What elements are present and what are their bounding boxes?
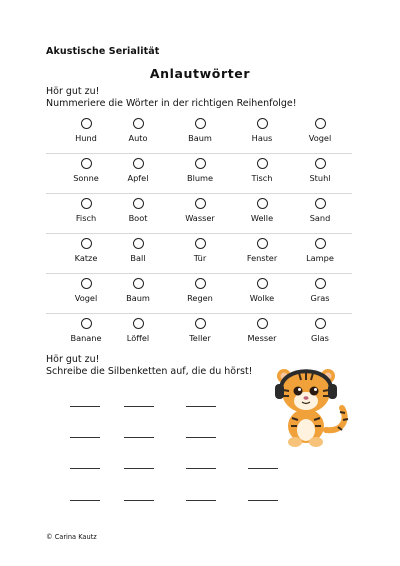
word-item [290, 318, 350, 343]
number-circle[interactable] [257, 318, 268, 329]
word-label: Teller [189, 333, 211, 343]
word-label: Welle [250, 213, 274, 223]
word-item [290, 278, 350, 303]
answer-line[interactable] [124, 468, 154, 469]
word-label: Blume [186, 173, 214, 183]
answer-line[interactable] [186, 406, 216, 407]
number-circle[interactable] [81, 158, 92, 169]
word-item [170, 238, 230, 263]
word-item [108, 198, 168, 223]
word-label: Hund [75, 133, 97, 143]
word-item [170, 158, 230, 183]
word-label: Auto [128, 133, 148, 143]
word-label: Löffel [126, 333, 150, 343]
number-circle[interactable] [315, 318, 326, 329]
number-circle[interactable] [133, 118, 144, 129]
number-circle[interactable] [257, 158, 268, 169]
tiger-illustration [268, 360, 352, 448]
word-item [108, 118, 168, 143]
word-grid [46, 114, 352, 353]
word-label: Wasser [185, 213, 215, 223]
word-item [56, 198, 116, 223]
worksheet-topic: Akustische Serialität [46, 46, 160, 57]
word-label: Fenster [246, 253, 278, 263]
instruction-line: Hör gut zu! [46, 354, 100, 365]
answer-line[interactable] [124, 437, 154, 438]
word-item [232, 278, 292, 303]
word-label: Vogel [74, 293, 98, 303]
word-item [232, 198, 292, 223]
word-item [56, 278, 116, 303]
number-circle[interactable] [315, 158, 326, 169]
number-circle[interactable] [315, 238, 326, 249]
copyright-notice: © Carina Kautz [46, 533, 97, 541]
instruction-line: Schreibe die Silbenketten auf, die du hörst! [46, 366, 253, 377]
word-label: Haus [251, 133, 273, 143]
word-label: Apfel [127, 173, 149, 183]
word-label: Katze [74, 253, 98, 263]
number-circle[interactable] [81, 198, 92, 209]
number-circle[interactable] [195, 278, 206, 289]
word-item [290, 198, 350, 223]
word-label: Tisch [251, 173, 273, 183]
word-row [46, 314, 352, 353]
word-label: Regen [187, 293, 213, 303]
number-circle[interactable] [257, 118, 268, 129]
word-item [108, 238, 168, 263]
word-item [232, 318, 292, 343]
answer-line[interactable] [124, 500, 154, 501]
answer-line[interactable] [248, 500, 278, 501]
number-circle[interactable] [195, 238, 206, 249]
word-item [56, 158, 116, 183]
number-circle[interactable] [315, 198, 326, 209]
word-label: Gras [310, 293, 330, 303]
number-circle[interactable] [133, 318, 144, 329]
word-label: Tür [193, 253, 207, 263]
word-item [290, 238, 350, 263]
answer-line[interactable] [248, 468, 278, 469]
instruction-line: Nummeriere die Wörter in der richtigen Reihenfolge! [46, 98, 297, 109]
answer-line[interactable] [70, 406, 100, 407]
answer-line[interactable] [70, 500, 100, 501]
instruction-line: Hör gut zu! [46, 86, 100, 97]
worksheet-title: Anlautwörter [149, 66, 251, 81]
word-item [290, 118, 350, 143]
word-label: Glas [311, 333, 329, 343]
number-circle[interactable] [315, 278, 326, 289]
number-circle[interactable] [133, 198, 144, 209]
word-row [46, 234, 352, 274]
word-item [56, 238, 116, 263]
word-item [232, 118, 292, 143]
number-circle[interactable] [81, 238, 92, 249]
number-circle[interactable] [195, 318, 206, 329]
word-item [170, 278, 230, 303]
word-item [170, 318, 230, 343]
word-label: Sonne [73, 173, 99, 183]
number-circle[interactable] [195, 198, 206, 209]
instructions-section-2 [46, 354, 253, 378]
word-item [232, 158, 292, 183]
number-circle[interactable] [195, 158, 206, 169]
answer-line[interactable] [124, 406, 154, 407]
word-label: Messer [247, 333, 277, 343]
number-circle[interactable] [195, 118, 206, 129]
word-label: Sand [309, 213, 331, 223]
number-circle[interactable] [257, 278, 268, 289]
word-item [108, 158, 168, 183]
instructions-section-1 [46, 86, 297, 110]
word-item [170, 118, 230, 143]
number-circle[interactable] [315, 118, 326, 129]
word-row [46, 274, 352, 314]
answer-line[interactable] [70, 468, 100, 469]
word-row [46, 114, 352, 154]
word-label: Fisch [75, 213, 97, 223]
word-item [56, 118, 116, 143]
number-circle[interactable] [257, 238, 268, 249]
word-item [56, 318, 116, 343]
word-label: Lampe [306, 253, 334, 263]
word-row [46, 194, 352, 234]
number-circle[interactable] [81, 318, 92, 329]
word-label: Baum [188, 133, 212, 143]
answer-line[interactable] [186, 437, 216, 438]
number-circle[interactable] [81, 118, 92, 129]
number-circle[interactable] [133, 158, 144, 169]
word-label: Vogel [308, 133, 332, 143]
word-label: Baum [126, 293, 150, 303]
number-circle[interactable] [257, 198, 268, 209]
word-label: Banane [70, 333, 102, 343]
word-item [232, 238, 292, 263]
word-label: Boot [128, 213, 148, 223]
word-item [108, 278, 168, 303]
number-circle[interactable] [81, 278, 92, 289]
number-circle[interactable] [133, 238, 144, 249]
word-item [108, 318, 168, 343]
answer-line[interactable] [186, 468, 216, 469]
word-item [290, 158, 350, 183]
answer-line[interactable] [186, 500, 216, 501]
number-circle[interactable] [133, 278, 144, 289]
word-row [46, 154, 352, 194]
word-label: Wolke [249, 293, 275, 303]
word-label: Stuhl [309, 173, 331, 183]
answer-line[interactable] [70, 437, 100, 438]
word-item [170, 198, 230, 223]
word-label: Ball [130, 253, 146, 263]
